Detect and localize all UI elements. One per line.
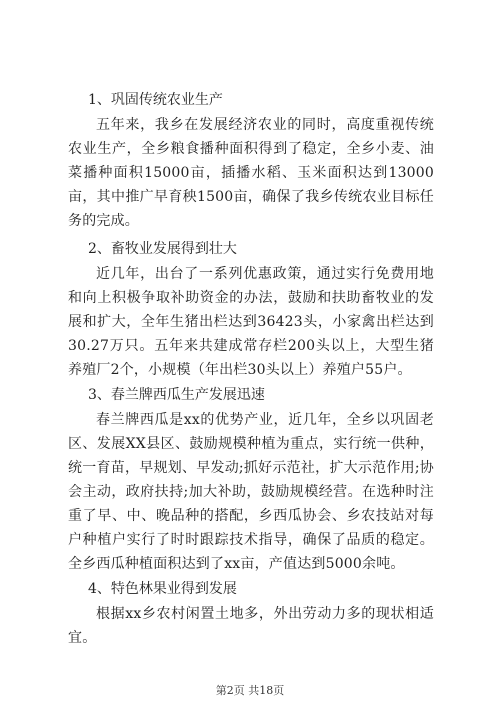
page-number-footer: 第2页 共18页	[215, 684, 285, 697]
section-paragraph-4: 根据xx乡农村闲置土地多，外出劳动力多的现状相适宜。	[68, 606, 434, 646]
section-heading-1: 1、巩固传统农业生产	[88, 92, 223, 108]
section-paragraph-2: 近几年，出台了一系列优惠政策，通过实行免费用地和向上积极争取补助资金的办法，鼓励和扶助畜牧业的发展和扩大，全年生猪出栏达到36423头，小家禽出栏达到30.27万只。五年来共建成常存栏200头以上，大型生猪养殖厂2个，小规模（年出栏30头以上）养殖户55户。	[68, 266, 434, 378]
section-heading-2: 2、畜牧业发展得到壮大	[88, 241, 237, 257]
document-body	[68, 87, 434, 650]
section-heading-3: 3、春兰牌西瓜生产发展迅速	[88, 387, 265, 403]
section-paragraph-1: 五年来，我乡在发展经济农业的同时，高度重视传统农业生产，全乡粮食播种面积得到了稳定，全乡小麦、油菜播种面积15000亩，插播水稻、玉米面积达到13000亩，其中推广早育秧1500亩，确保了我乡传统农业目标任务的完成。	[68, 117, 434, 229]
section-paragraph-3: 春兰牌西瓜是xx的优势产业，近几年，全乡以巩固老区、发展XX县区、鼓励规模种植为重点，实行统一供种，统一育苗，早规划、早发动;抓好示范社，扩大示范作用;协会主动，政府扶持;加大补助，鼓励规模经营。在选种时注重了早、中、晚品种的搭配，乡西瓜协会、乡农技站对每户种植户实行了时时跟踪技术指导，确保了品质的稳定。全乡西瓜种植面积达到了xx亩，产值达到5000余吨。	[68, 412, 434, 572]
section-heading-4: 4、特色林果业得到发展	[88, 581, 237, 597]
